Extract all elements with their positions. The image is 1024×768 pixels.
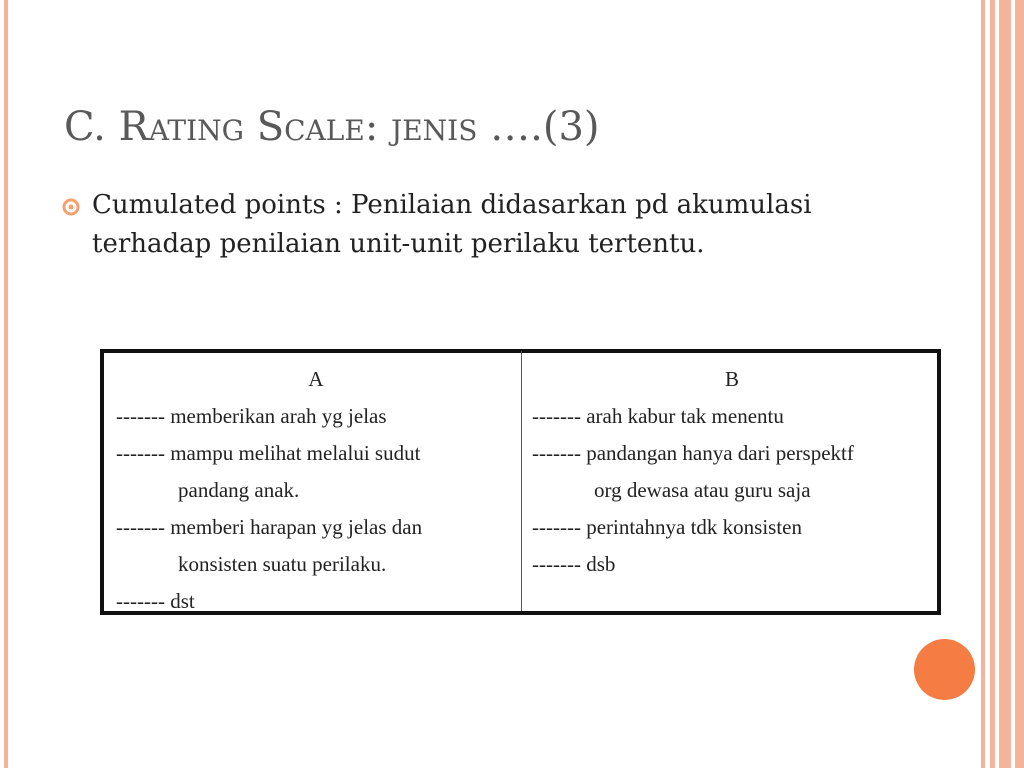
comparison-table [100,349,941,615]
column-b [532,361,932,583]
column-b-line: ------- arah kabur tak menentu [532,404,784,428]
column-b-line: ------- dsb [532,552,616,576]
slide-title: C. Rating Scale: jenis ….(3) [64,104,600,150]
column-a-line: ------- memberikan arah yg jelas [116,404,387,428]
right-border-stripe [990,0,995,768]
column-b-line: org dewasa atau guru saja [594,478,811,502]
bullet-text: Cumulated points : Penilaian didasarkan pd akumulasi terhadap penilaian unit-unit perilaku tertentu. [92,190,812,259]
right-border-stripe [999,0,1011,768]
column-a-line: konsisten suatu perilaku. [178,552,387,576]
right-border-stripe [981,0,985,768]
column-a-line: pandang anak. [178,478,300,502]
left-border-line [4,0,8,768]
column-divider [521,351,522,613]
column-a-line: ------- memberi harapan yg jelas dan [116,515,423,539]
column-b-line: ------- perintahnya tdk konsisten [532,515,802,539]
column-a-line: ------- mampu melihat melalui sudut [116,441,421,465]
column-b-line: ------- pandangan hanya dari perspektf [532,441,854,465]
orange-circle-decoration [914,639,975,700]
right-border-stripe [1015,0,1024,768]
column-a [116,361,516,620]
column-a-header: A [308,367,324,391]
column-b-header: B [724,367,739,391]
bullet-circle-icon [62,198,80,216]
column-a-line: ------- dst [116,589,195,613]
